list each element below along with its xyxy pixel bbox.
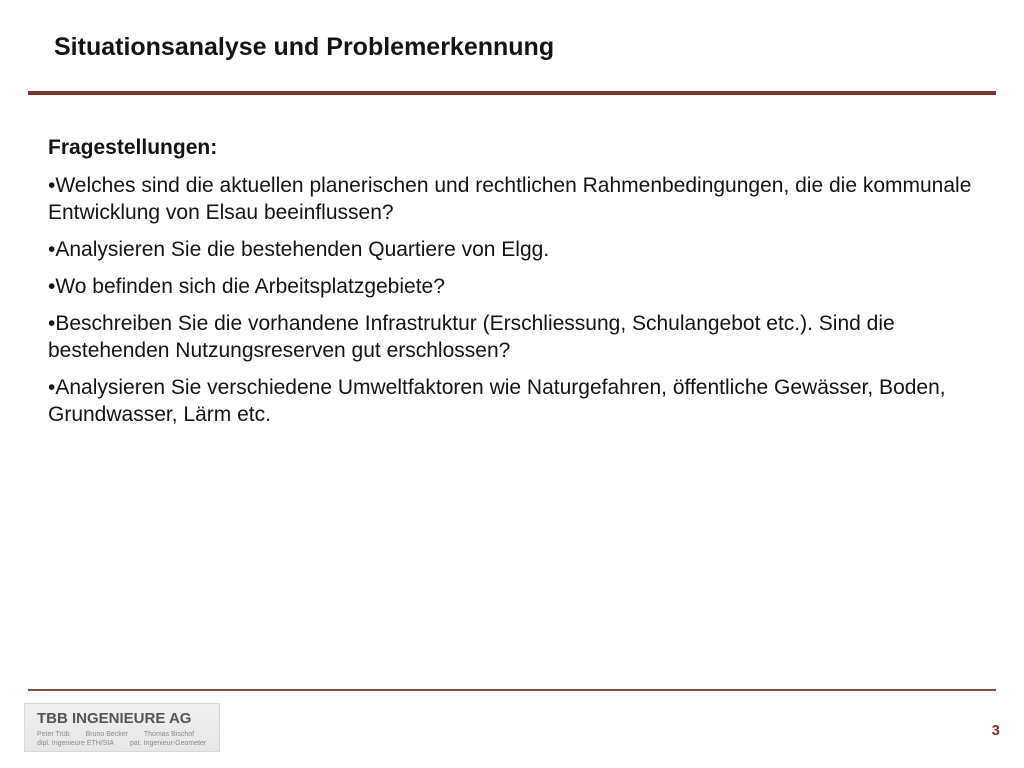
section-heading: Fragestellungen: — [48, 136, 218, 159]
question-item-5: •Analysieren Sie verschiedene Umweltfaktoren wie Naturgefahren, öffentliche Gewässer, Boden, Grundwasser, Lärm etc. — [48, 376, 946, 426]
partner-title-1: dipl. Ingenieure ETH/SIA — [37, 740, 115, 747]
title-divider — [28, 91, 996, 95]
question-item-4: •Beschreiben Sie die vorhandene Infrastruktur (Erschliessung, Schulangebot etc.). Sind die bestehenden Nutzungsreserven gut erschlossen? — [48, 312, 895, 362]
partner-title-2: pat. Ingenieur-Geometer — [130, 740, 207, 747]
partner-titles — [37, 740, 220, 747]
partner-name-3: Thomas Bischof — [143, 731, 195, 738]
question-item-1: •Welches sind die aktuellen planerischen und rechtlichen Rahmenbedingungen, die die kommunale Entwicklung von Elsau beeinflussen? — [48, 174, 972, 224]
question-list — [48, 172, 998, 428]
slide-content — [48, 135, 998, 438]
footer-divider — [28, 689, 996, 691]
page-number: 3 — [991, 722, 1000, 739]
partner-name-2: Bruno Becker — [85, 731, 129, 738]
company-name: TBB INGENIEURE AG — [37, 710, 192, 727]
question-item-2: •Analysieren Sie die bestehenden Quartiere von Elgg. — [48, 238, 550, 261]
partner-name-1: Peter Trüb — [37, 731, 70, 738]
partner-names — [37, 731, 208, 738]
question-item-3: •Wo befinden sich die Arbeitsplatzgebiete? — [48, 275, 445, 298]
company-logo — [24, 703, 220, 752]
slide-title: Situationsanalyse und Problemerkennung — [54, 33, 555, 61]
